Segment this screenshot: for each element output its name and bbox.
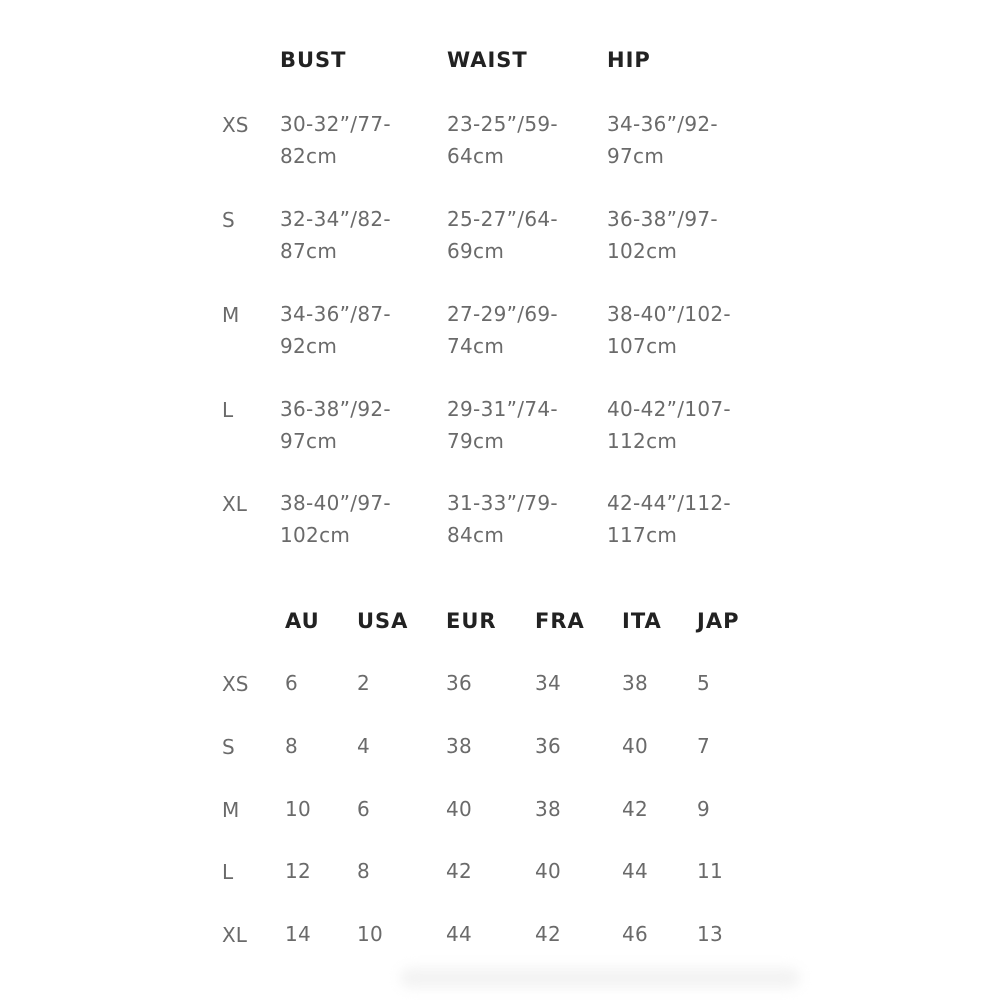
bust-m-line1: 34-36”/87-: [280, 302, 391, 326]
waist-xl-line1: 31-33”/79-: [447, 491, 558, 515]
hip-xs: [607, 108, 718, 172]
header-hip: HIP: [607, 48, 651, 72]
header-waist: WAIST: [447, 48, 528, 72]
conv-m-usa: 6: [357, 797, 371, 821]
hip-l-line2: 112cm: [607, 429, 678, 453]
size-label-m: M: [222, 303, 240, 327]
bust-s-line2: 87cm: [280, 239, 338, 263]
waist-xs-line1: 23-25”/59-: [447, 112, 558, 136]
bust-s: [280, 203, 391, 267]
conv-size-label-m: M: [222, 798, 240, 822]
waist-xs: [447, 108, 558, 172]
conv-s-jap: 7: [697, 734, 711, 758]
size-label-xs: XS: [222, 113, 249, 137]
conv-xl-jap: 13: [697, 922, 724, 946]
bust-xl-line1: 38-40”/97-: [280, 491, 391, 515]
bust-m: [280, 298, 391, 362]
header-eur: EUR: [446, 609, 497, 633]
conv-m-au: 10: [285, 797, 312, 821]
waist-s: [447, 203, 558, 267]
bust-m-line2: 92cm: [280, 334, 338, 358]
hip-m-line1: 38-40”/102-: [607, 302, 731, 326]
conv-xl-eur: 44: [446, 922, 473, 946]
conv-xl-au: 14: [285, 922, 312, 946]
bust-l-line2: 97cm: [280, 429, 338, 453]
size-label-xl: XL: [222, 492, 247, 516]
conv-xl-ita: 46: [622, 922, 649, 946]
size-label-l: L: [222, 398, 234, 422]
conv-xs-usa: 2: [357, 671, 371, 695]
conv-xl-usa: 10: [357, 922, 384, 946]
conv-xs-eur: 36: [446, 671, 473, 695]
header-au: AU: [285, 609, 320, 633]
hip-xl: [607, 487, 731, 551]
waist-l-line2: 79cm: [447, 429, 505, 453]
waist-xl: [447, 487, 558, 551]
bottom-edge-shadow: [400, 968, 800, 988]
conv-m-jap: 9: [697, 797, 711, 821]
conv-xs-ita: 38: [622, 671, 649, 695]
waist-l-line1: 29-31”/74-: [447, 397, 558, 421]
bust-xs-line2: 82cm: [280, 144, 338, 168]
header-ita: ITA: [622, 609, 662, 633]
header-bust: BUST: [280, 48, 347, 72]
hip-s-line1: 36-38”/97-: [607, 207, 718, 231]
conv-xl-fra: 42: [535, 922, 562, 946]
conv-l-eur: 42: [446, 859, 473, 883]
conv-l-jap: 11: [697, 859, 724, 883]
hip-xs-line1: 34-36”/92-: [607, 112, 718, 136]
waist-m-line1: 27-29”/69-: [447, 302, 558, 326]
conv-size-label-l: L: [222, 860, 234, 884]
conv-size-label-xs: XS: [222, 672, 249, 696]
hip-xs-line2: 97cm: [607, 144, 665, 168]
bust-l: [280, 393, 391, 457]
conv-xs-fra: 34: [535, 671, 562, 695]
hip-s: [607, 203, 718, 267]
conv-m-ita: 42: [622, 797, 649, 821]
conv-s-ita: 40: [622, 734, 649, 758]
hip-m-line2: 107cm: [607, 334, 678, 358]
hip-m: [607, 298, 731, 362]
bust-s-line1: 32-34”/82-: [280, 207, 391, 231]
conv-xs-au: 6: [285, 671, 299, 695]
waist-m: [447, 298, 558, 362]
conv-l-fra: 40: [535, 859, 562, 883]
header-fra: FRA: [535, 609, 585, 633]
hip-l-line1: 40-42”/107-: [607, 397, 731, 421]
bust-xs: [280, 108, 391, 172]
conv-m-fra: 38: [535, 797, 562, 821]
waist-xl-line2: 84cm: [447, 523, 505, 547]
bust-xl-line2: 102cm: [280, 523, 351, 547]
conv-m-eur: 40: [446, 797, 473, 821]
conv-l-usa: 8: [357, 859, 371, 883]
conv-s-usa: 4: [357, 734, 371, 758]
conv-s-fra: 36: [535, 734, 562, 758]
conv-size-label-s: S: [222, 735, 235, 759]
bust-xs-line1: 30-32”/77-: [280, 112, 391, 136]
header-jap: JAP: [697, 609, 740, 633]
conv-l-ita: 44: [622, 859, 649, 883]
size-label-s: S: [222, 208, 235, 232]
conv-s-eur: 38: [446, 734, 473, 758]
waist-s-line2: 69cm: [447, 239, 505, 263]
waist-s-line1: 25-27”/64-: [447, 207, 558, 231]
waist-l: [447, 393, 558, 457]
conv-xs-jap: 5: [697, 671, 711, 695]
header-usa: USA: [357, 609, 409, 633]
bust-l-line1: 36-38”/92-: [280, 397, 391, 421]
hip-xl-line1: 42-44”/112-: [607, 491, 731, 515]
hip-xl-line2: 117cm: [607, 523, 678, 547]
hip-s-line2: 102cm: [607, 239, 678, 263]
conv-s-au: 8: [285, 734, 299, 758]
waist-xs-line2: 64cm: [447, 144, 505, 168]
conv-l-au: 12: [285, 859, 312, 883]
hip-l: [607, 393, 731, 457]
conv-size-label-xl: XL: [222, 923, 247, 947]
bust-xl: [280, 487, 391, 551]
waist-m-line2: 74cm: [447, 334, 505, 358]
